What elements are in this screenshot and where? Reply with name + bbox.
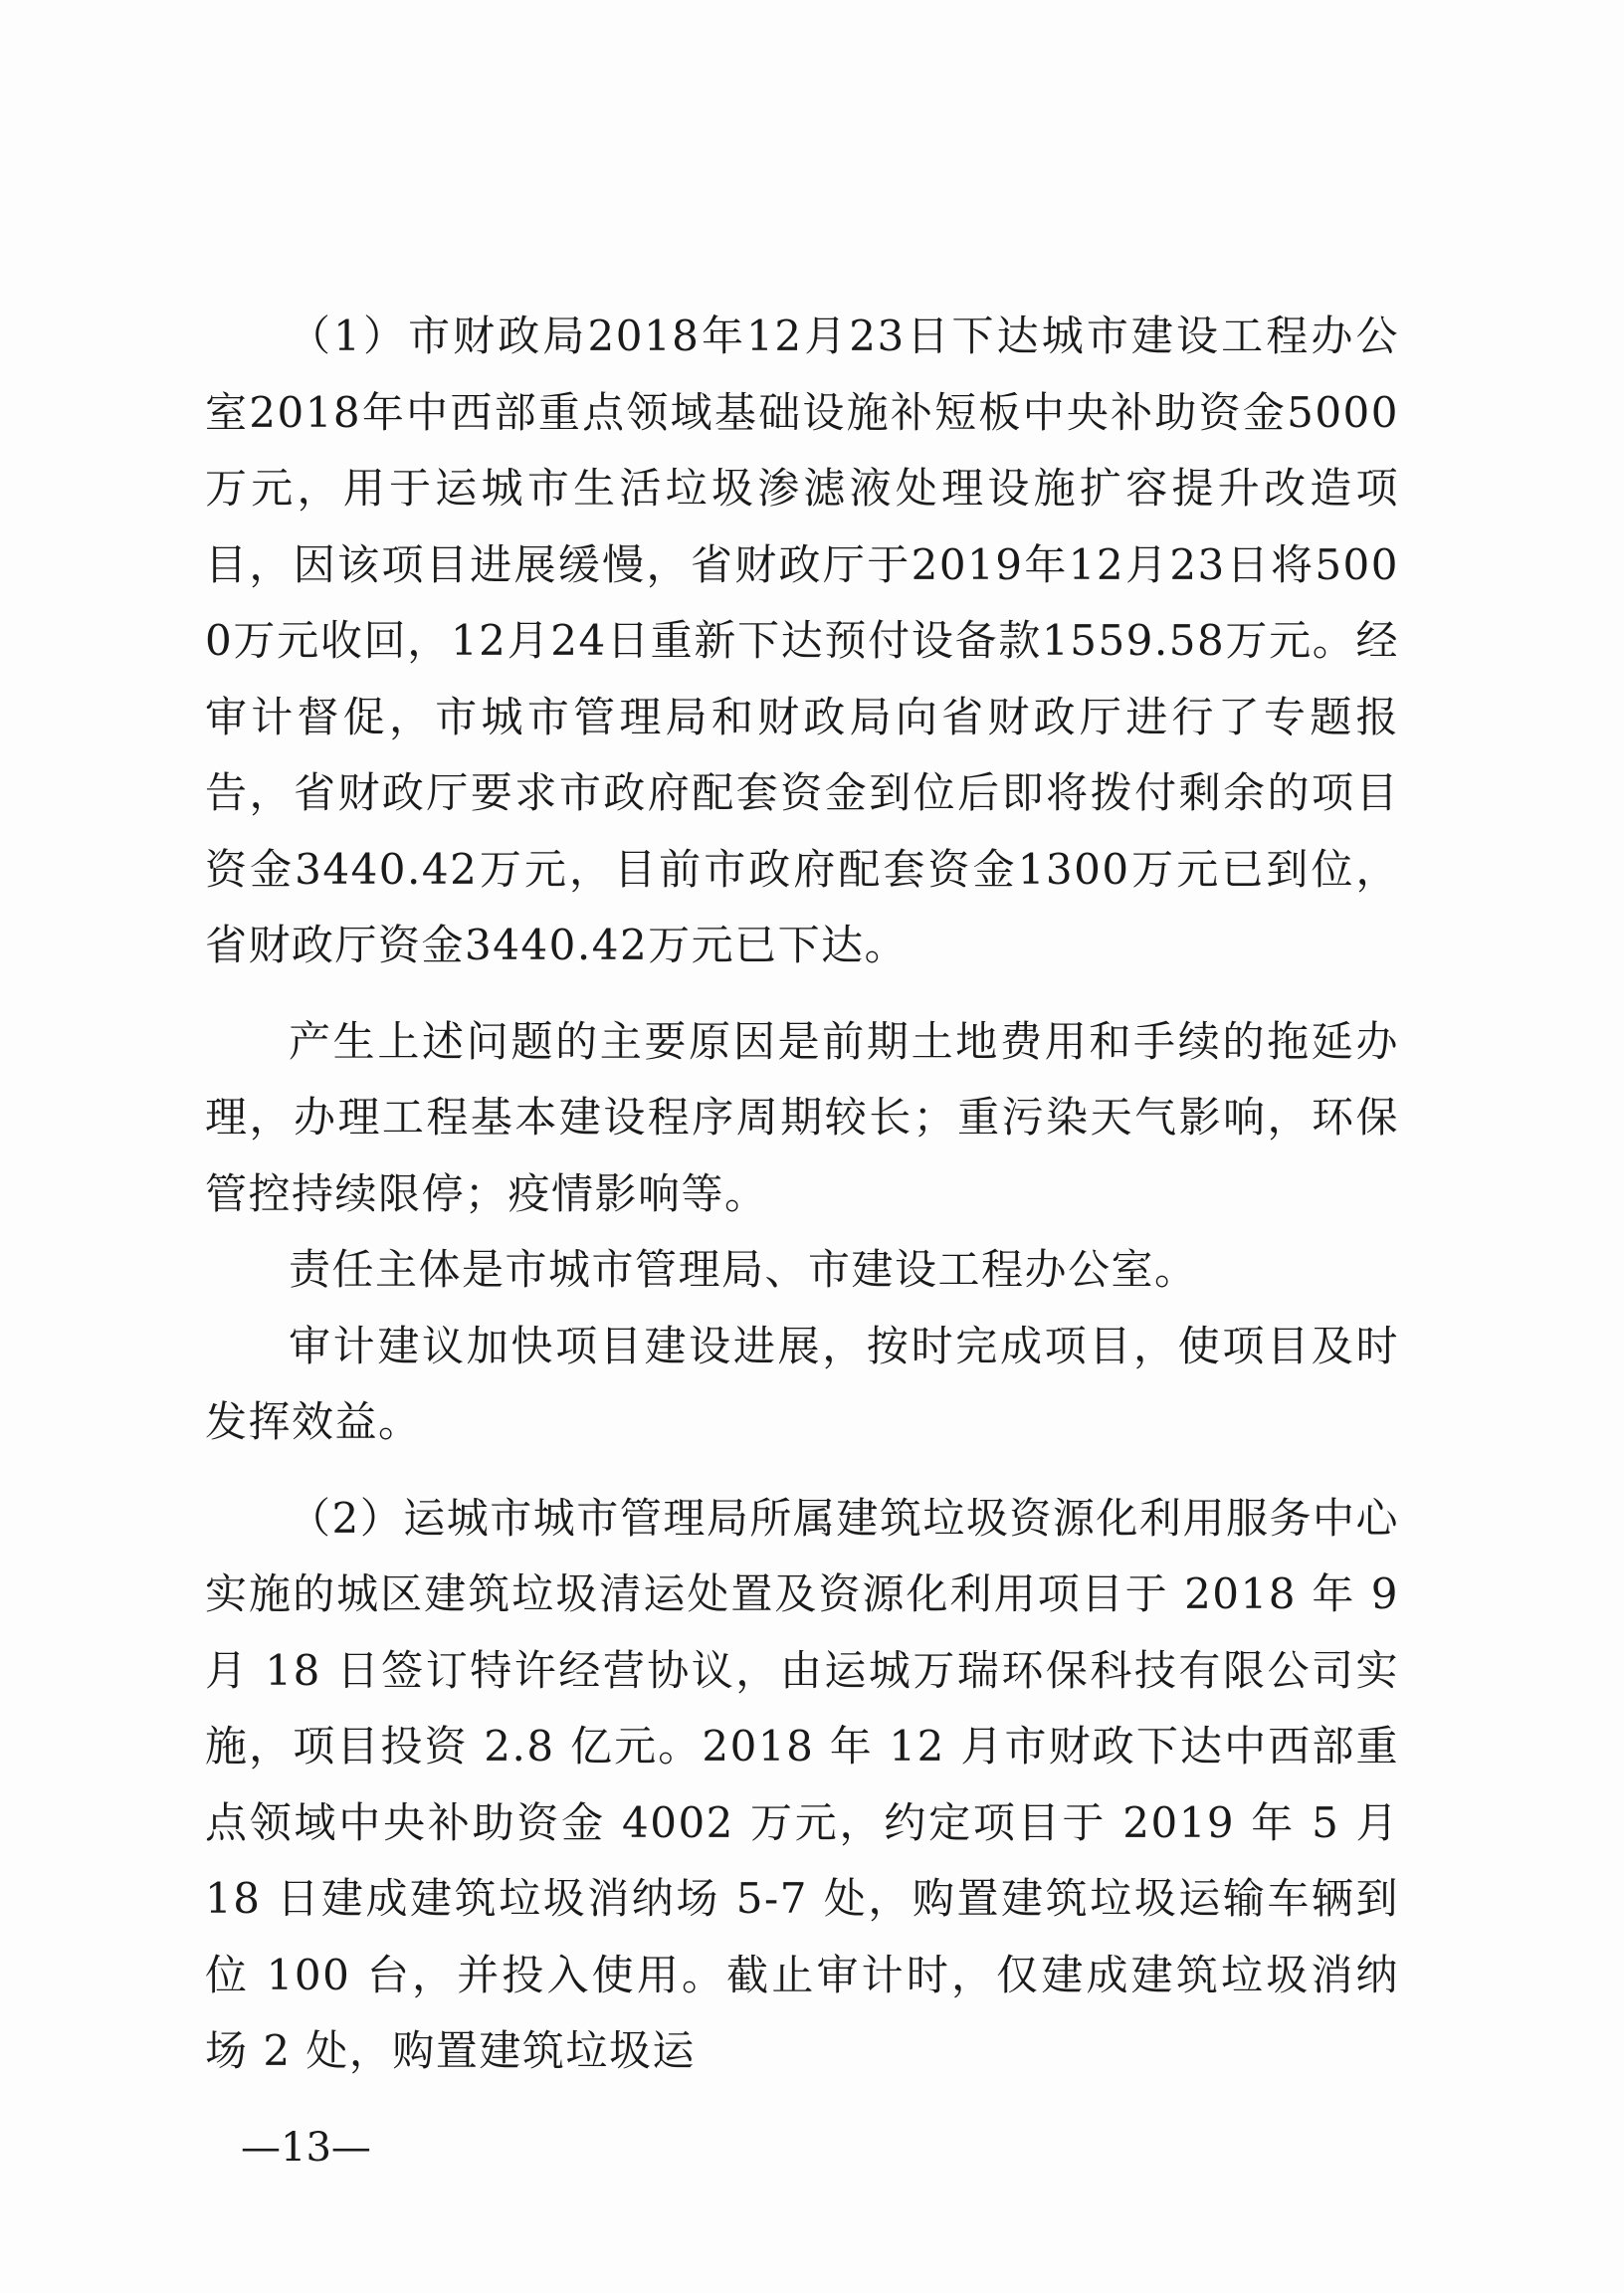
paragraph-1: （1）市财政局2018年12月23日下达城市建设工程办公室2018年中西部重点领域基础设施补短板中央补助资金5000万元，用于运城市生活垃圾渗滤液处理设施扩容提升改造项目，因该项目进展缓慢，省财政厅于2019年12月23日将5000万元收回，12月24日重新下达预付设备款1559.58万元。经审计督促，市城市管理局和财政局向省财政厅进行了专题报告，省财政厅要求市政府配套资金到位后即将拨付剩余的项目资金3440.42万元，目前市政府配套资金1300万元已到位，省财政厅资金3440.42万元已下达。 (205, 312, 1399, 969)
paragraph-4: 审计建议加快项目建设进展，按时完成项目，使项目及时发挥效益。 (205, 1321, 1399, 1446)
page-number: —13— (241, 2125, 371, 2171)
paragraph-3: 责任主体是市城市管理局、市建设工程办公室。 (289, 1245, 1198, 1294)
paragraph-5: （2）运城市城市管理局所属建筑垃圾资源化利用服务中心实施的城区建筑垃圾清运处置及资源化利用项目于 2018 年 9 月 18 日签订特许经营协议，由运城万瑞环保科技有限公司实施，项目投资 2.8 亿元。2018 年 12 月市财政下达中西部重点领域中央补助资金 4002 万元，约定项目于 2019 年 5 月 18 日建成建筑垃圾消纳场 5-7 处，购置建筑垃圾运输车辆到位 100 台，并投入使用。截止审计时，仅建成建筑垃圾消纳场 2 处，购置建筑垃圾运 (205, 1493, 1399, 2075)
paragraph-2: 产生上述问题的主要原因是前期土地费用和手续的拖延办理，办理工程基本建设程序周期较长；重污染天气影响，环保管控持续限停；疫情影响等。 (205, 1016, 1399, 1218)
document-body (205, 299, 1399, 2090)
